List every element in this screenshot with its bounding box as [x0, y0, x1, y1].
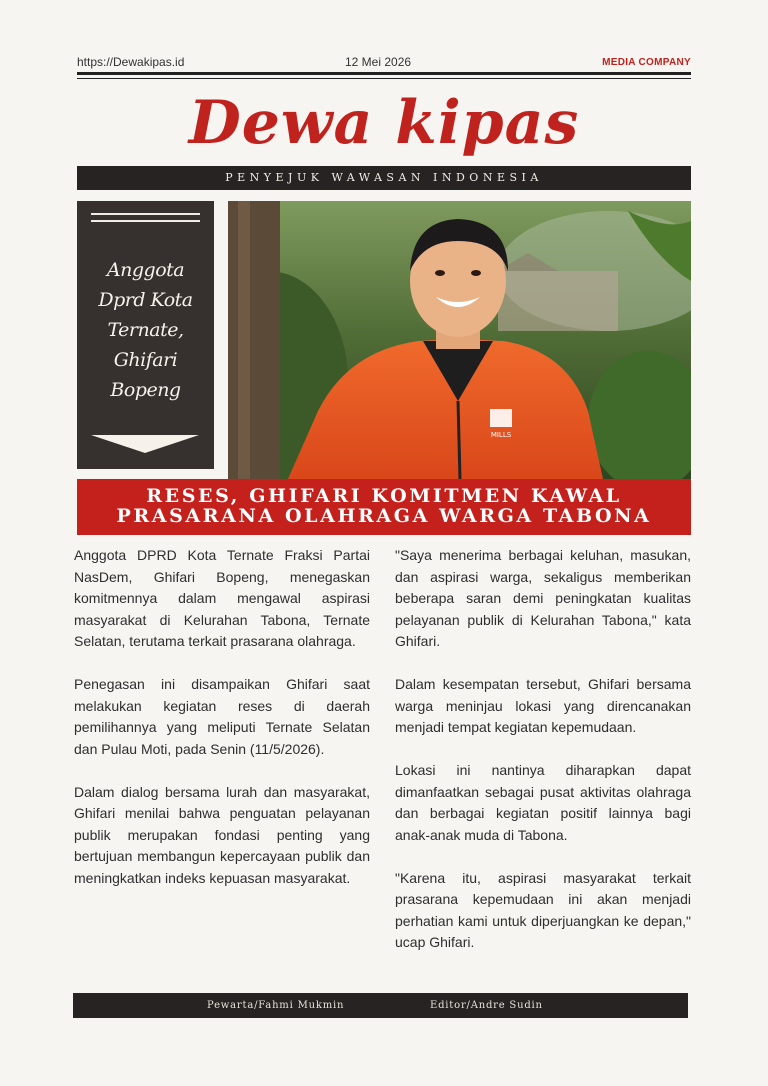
- decorative-line: [91, 213, 200, 215]
- headline-line: PRASARANA OLAHRAGA WARGA TABONA: [116, 505, 652, 527]
- reporter-credit: Pewarta/Fahmi Mukmin: [207, 1000, 345, 1011]
- article-paragraph: "Karena itu, aspirasi masyarakat terkait prasarana kepemudaan ini akan menjadi perhatian kami untuk diperjuangkan ke depan," ucap Ghifari.: [395, 869, 691, 950]
- portrait-illustration: [228, 201, 691, 479]
- site-url[interactable]: https://Dewakipas.id: [77, 55, 185, 69]
- masthead-title: Dewa kipas: [188, 88, 580, 158]
- article-paragraph: Penegasan ini disampaikan Ghifari saat melakukan kegiatan reses di daerah pemilihannya yang meliputi Ternate Selatan dan Pulau Moti, pada Senin (11/5/2026).: [74, 676, 370, 757]
- headline-bar: [77, 479, 691, 535]
- top-info-bar: [77, 55, 691, 71]
- tagline-text: PENYEJUK WAWASAN INDONESIA: [225, 171, 543, 184]
- article-paragraph: Dalam kesempatan tersebut, Ghifari bersama warga meninjau lokasi yang direncanakan menjadi tempat kegiatan kepemudaan.: [395, 676, 691, 735]
- header-rule-thin: [77, 78, 691, 79]
- side-caption-line: Ghifari: [113, 349, 178, 371]
- article-paragraph: Lokasi ini nantinya diharapkan dapat dimanfaatkan sebagai pusat aktivitas olahraga dan berbagai kegiatan positif lainnya bagi anak-anak muda di Tabona.: [395, 762, 691, 843]
- arrow-down-icon: [91, 435, 199, 453]
- side-caption-line: Bopeng: [110, 379, 181, 401]
- side-caption-title: [85, 255, 206, 405]
- jacket-logo-text: MILLS: [490, 431, 512, 439]
- article-paragraph: "Saya menerima berbagai keluhan, masukan, dan aspirasi warga, sekaligus memberikan beberapa saran demi peningkatan kualitas pelayanan publik di Kelurahan Tabona," kata Ghifari.: [395, 547, 691, 649]
- headline-line: RESES, GHIFARI KOMITMEN KAWAL: [146, 485, 622, 507]
- article-paragraph: Dalam dialog bersama lurah dan masyarakat, Ghifari menilai bahwa penguatan pelayanan publik merupakan fondasi penting yang bertujuan membangun kepercayaan publik dan meningkatkan indeks kepuasan masyarakat.: [74, 783, 370, 886]
- decorative-line: [91, 220, 200, 222]
- credits-bar: [73, 993, 688, 1018]
- article-column-right: [395, 545, 691, 975]
- side-caption-line: Dprd Kota: [98, 289, 193, 311]
- tagline-bar: [77, 166, 691, 190]
- side-caption-box: [77, 201, 214, 469]
- article-photo: [228, 201, 691, 479]
- header-rule-thick: [77, 72, 691, 75]
- publish-date: 12 Mei 2026: [345, 55, 412, 69]
- side-caption-line: Anggota: [106, 259, 185, 281]
- company-label: MEDIA COMPANY: [602, 57, 691, 68]
- article-column-left: [74, 545, 370, 911]
- article-paragraph: Anggota DPRD Kota Ternate Fraksi Partai NasDem, Ghifari Bopeng, menegaskan komitmennya dalam mengawal aspirasi masyarakat di Kelurahan Tabona, Ternate Selatan, terutama terkait prasarana olahraga.: [74, 547, 370, 649]
- side-caption-line: Ternate,: [107, 319, 184, 341]
- editor-credit: Editor/Andre Sudin: [430, 1000, 543, 1011]
